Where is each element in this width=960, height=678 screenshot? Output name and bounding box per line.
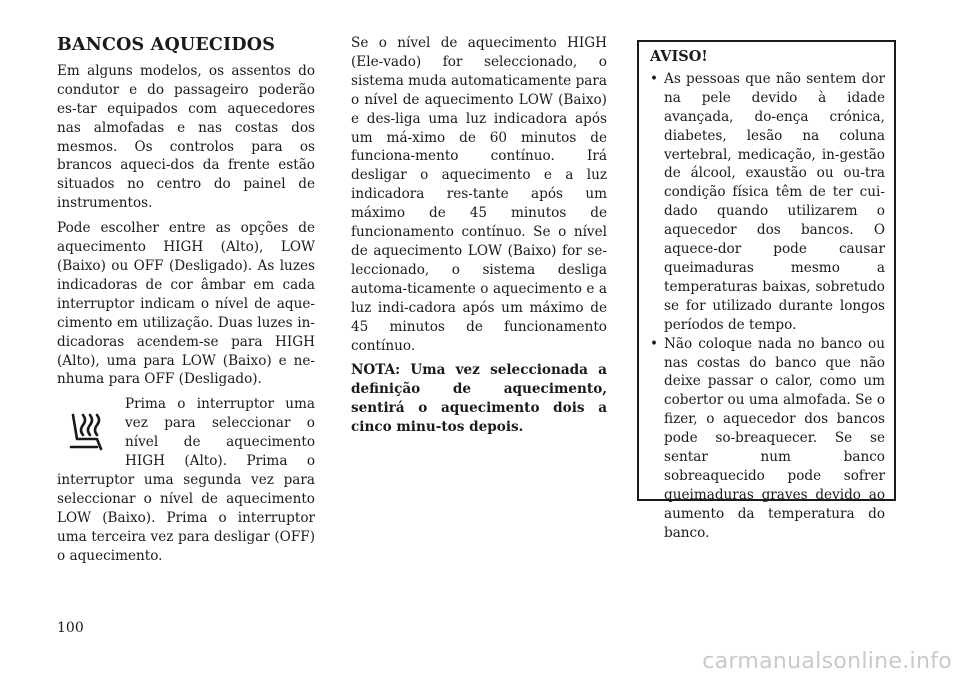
auto-shutoff-paragraph: Se o nível de aquecimento HIGH (Ele-vado) for seleccionado, o sistema muda automaticamente para o nível de aquecimento LOW (Baixo) e des-liga uma luz indicadora após um má-ximo de 60 minutos de funciona-mento contínuo. Irá desligar o aquecimento e a luz indicadora res-tante após um máximo de 45 minutos de funcionamento contínuo. Se o nível de aquecimento LOW (Baixo) for se-leccionado, o sistema desliga automa-ticamente o aquecimento e a luz indi-cadora após um máximo de 45 minutos de funcionamento contínuo. — [351, 35, 607, 354]
warning-item: • Não coloque nada no banco ou nas costas do banco que não deixe passar o calor, como um cobertor ou uma almofada. Se o fizer, o aquecedor dos bancos pode so-breaquecer. Se se sentar num banco sobreaquecido pode sofrer queimaduras graves devido ao aumento da temperatura do banco. — [650, 335, 885, 543]
warning-list — [650, 70, 885, 543]
intro-paragraph: Em alguns modelos, os assentos do condutor e do passageiro poderão es-tar equipados com aquecedores nas almofadas e nas costas dos mesmos. Os controlos para os brancos aqueci-dos da frente estão situados no centro do painel de instrumentos. — [57, 62, 315, 212]
section-title: BANCOS AQUECIDOS — [57, 35, 276, 55]
note-paragraph: NOTA: Uma vez seleccionada a definição de aquecimento, sentirá o aquecimento dois a cinco minu-tos depois. — [351, 362, 607, 436]
column-left — [57, 34, 315, 571]
warning-item: • As pessoas que não sentem dor na pele devido à idade avançada, do-ença crónica, diabetes, lesão na coluna vertebral, medicação, in-gestão de álcool, exaustão ou ou-tra condição física têm de ter cui-dado quando utilizarem o aquecedor dos bancos. O aquece-dor pode causar queimaduras mesmo a temperaturas baixas, sobretudo se for utilizado durante longos períodos de tempo. — [650, 70, 885, 335]
warning-title: AVISO! — [650, 48, 708, 65]
warning-box — [637, 40, 896, 541]
watermark: carmanualsonline.info — [702, 649, 952, 674]
page-number: 100 — [57, 620, 84, 636]
levels-paragraph: Pode escolher entre as opções de aquecimento HIGH (Alto), LOW (Baixo) ou OFF (Desligado). As luzes indicadoras de cor âmbar em cada interruptor indicam o nível de aque-cimento em utilização. Duas luzes in-dicadoras acendem-se para HIGH (Alto), uma para LOW (Baixo) e ne-nhuma para OFF (Desligado). — [57, 220, 315, 388]
column-middle — [351, 34, 607, 443]
instructions-paragraph: Prima o interruptor uma vez para seleccionar o nível de aquecimento HIGH (Alto). Prima o interruptor uma segunda vez para seleccionar o nível de aquecimento LOW (Baixo). Prima o interruptor uma terceira vez para desligar (OFF) o aquecimento. — [57, 396, 315, 564]
heated-seat-icon — [57, 395, 121, 469]
switch-instructions — [57, 395, 315, 565]
